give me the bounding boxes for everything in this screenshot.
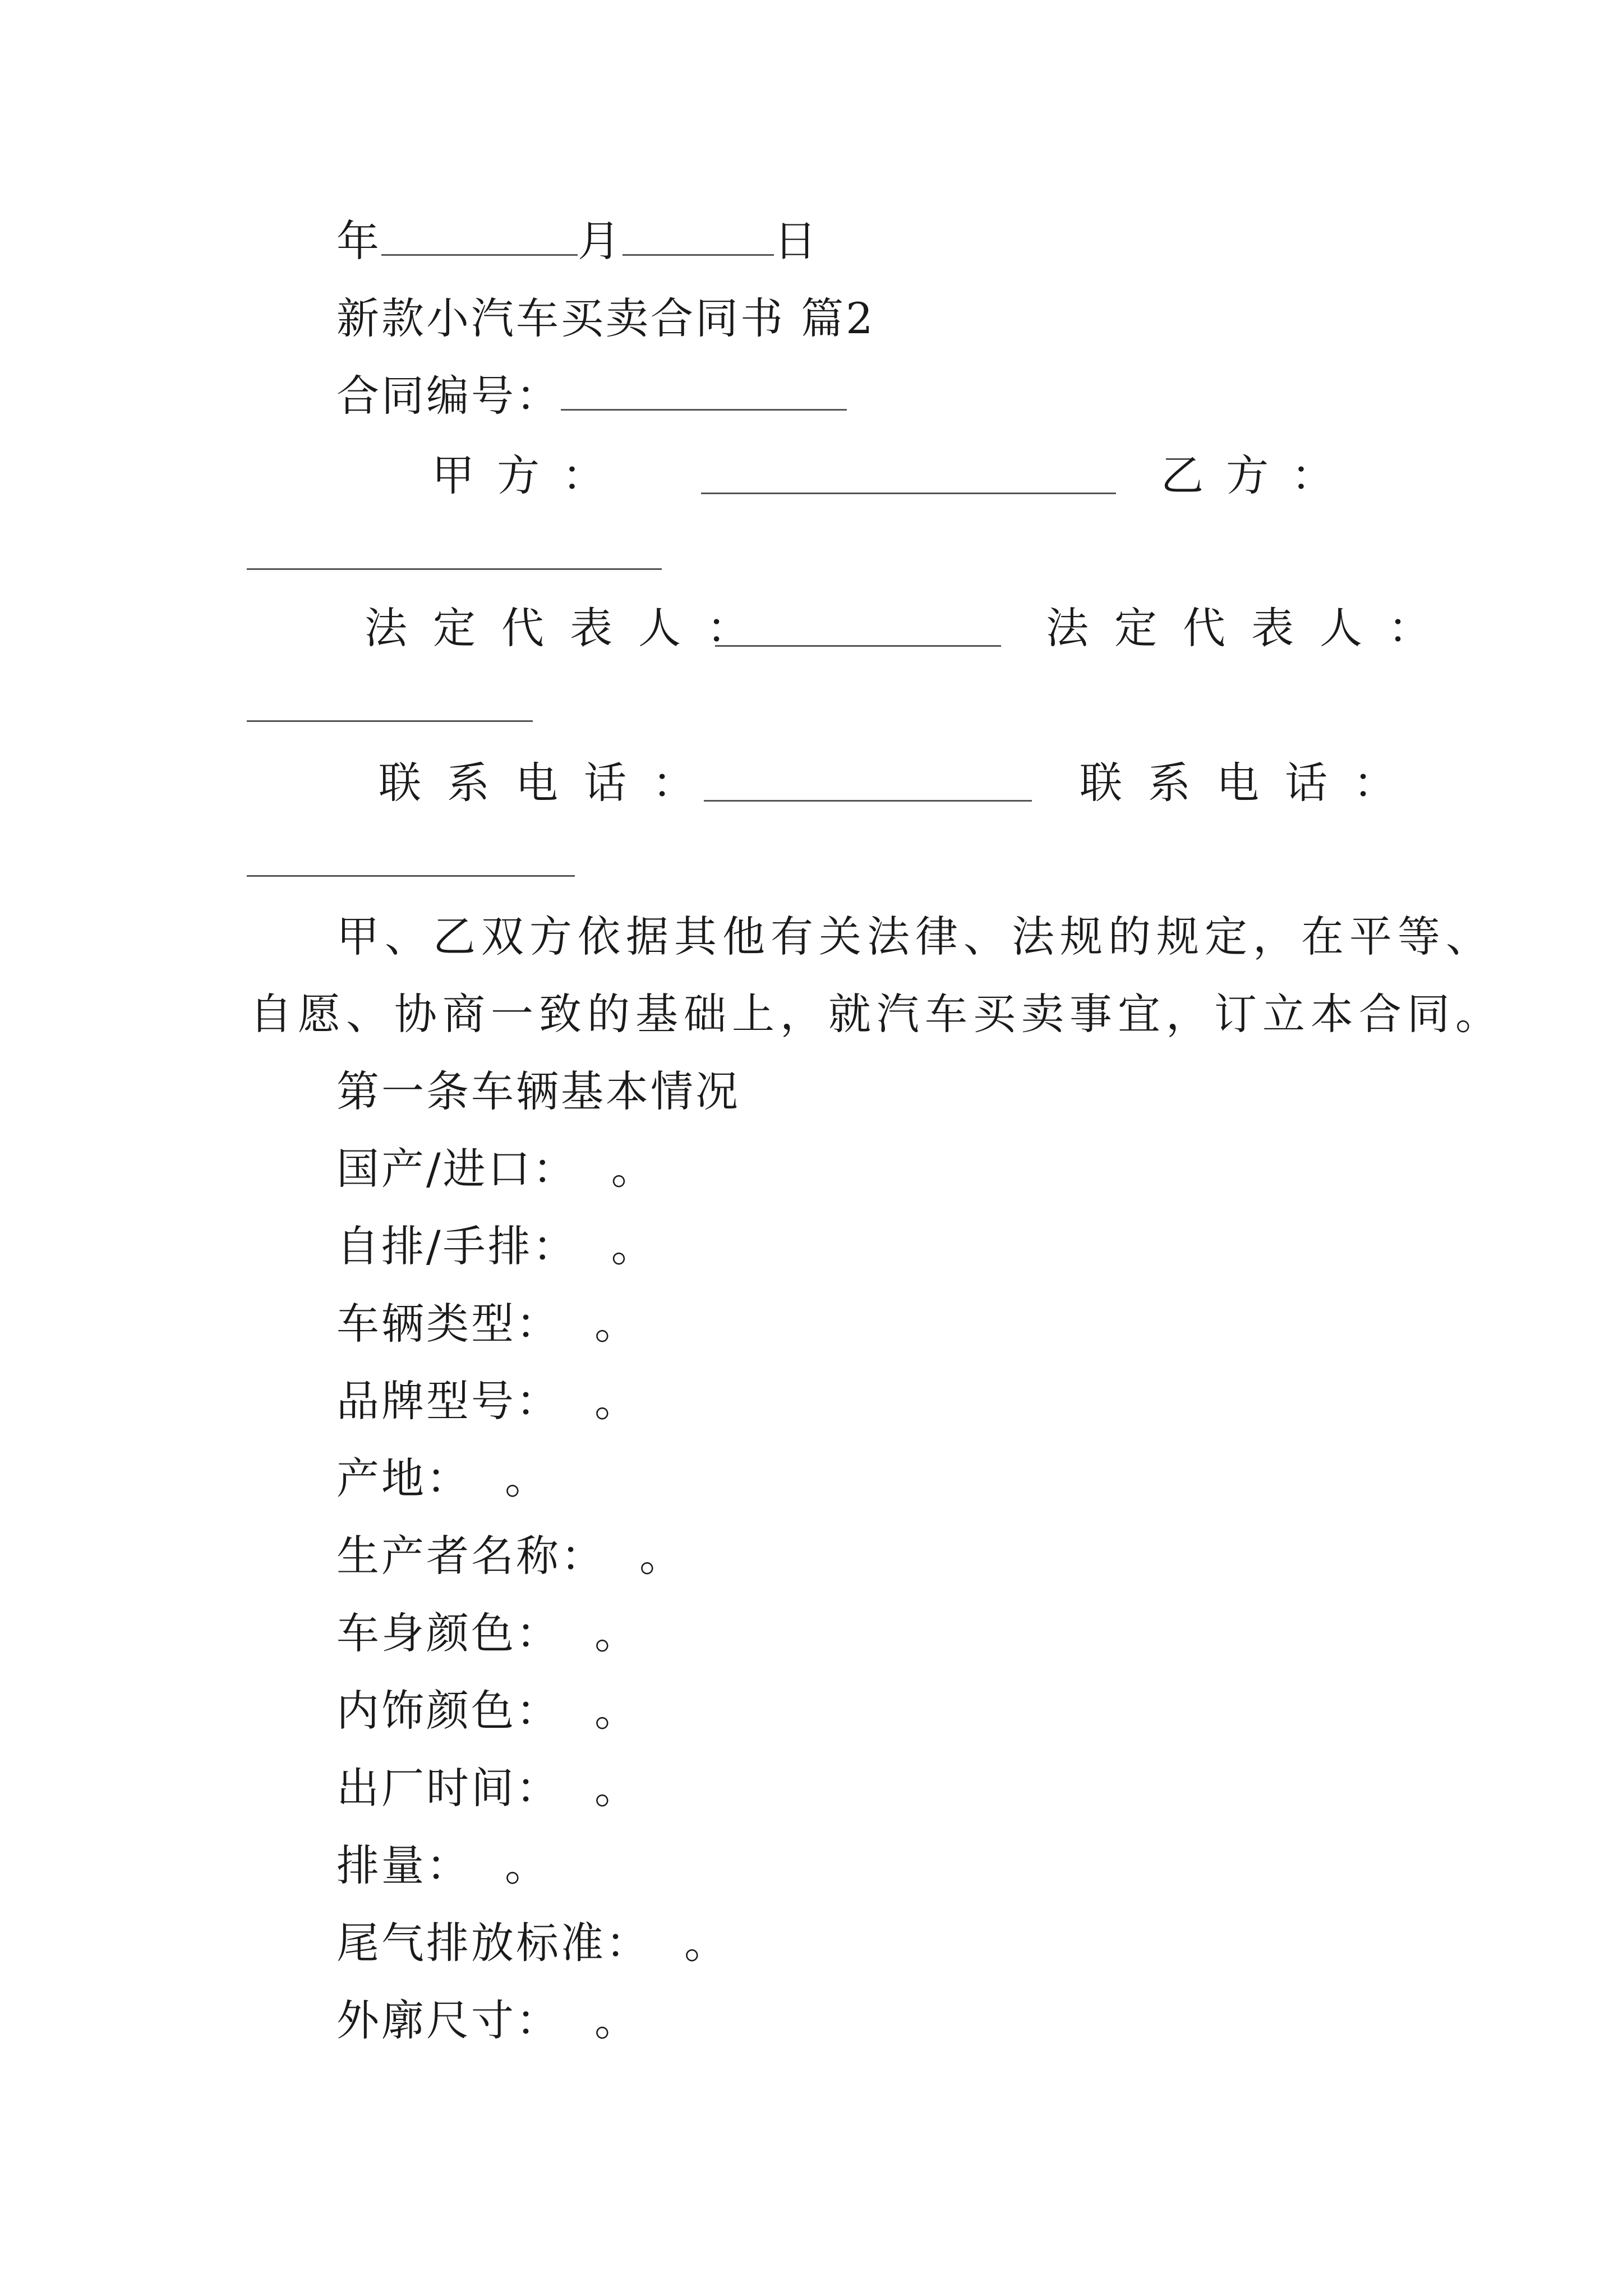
day-blank [623, 215, 774, 256]
phone-b-blank [247, 875, 575, 877]
field-place-of-origin: 产地： 。 [336, 1453, 550, 1503]
contract-number-label: 合同编号： [336, 371, 561, 421]
field-vehicle-type: 车辆类型： 。 [336, 1299, 639, 1349]
party-b-label: 乙 方 ： [1161, 450, 1339, 500]
month-blank [381, 215, 578, 256]
day-label: 日 [774, 216, 819, 266]
contract-number-line [336, 368, 847, 424]
legal-rep-a-label: 法定代表人： [365, 603, 775, 653]
field-origin: 国产/进口： 。 [336, 1144, 656, 1194]
field-transmission: 自排/手排： 。 [336, 1221, 656, 1271]
document-title: 新款小汽车买卖合同书 篇2 [336, 293, 875, 343]
year-label: 年 [336, 216, 381, 266]
intro-line-2: 自愿、协商一致的基础上，就汽车买卖事宜，订立本合同。 [250, 989, 1504, 1039]
article-1-title: 第一条车辆基本情况 [336, 1066, 740, 1116]
legal-rep-b-blank [247, 720, 533, 722]
field-displacement: 排量： 。 [336, 1841, 550, 1890]
field-interior-color: 内饰颜色： 。 [336, 1686, 639, 1736]
month-label: 月 [578, 216, 623, 266]
intro-line-1: 甲、乙双方依据其他有关法律、法规的规定，在平等、 [336, 912, 1494, 961]
party-a-blank [701, 493, 1116, 494]
field-dimensions: 外廓尺寸： 。 [336, 1995, 639, 2045]
legal-rep-a-blank [715, 645, 1001, 647]
field-manufacture-date: 出厂时间： 。 [336, 1763, 639, 1813]
contract-number-blank [561, 370, 847, 411]
phone-a-label: 联系电话： [379, 758, 721, 808]
legal-rep-b-label: 法定代表人： [1046, 603, 1456, 653]
date-line [336, 213, 819, 269]
party-a-label: 甲 方 ： [432, 450, 610, 500]
phone-b-label: 联系电话： [1080, 758, 1422, 808]
field-body-color: 车身颜色： 。 [336, 1608, 639, 1658]
field-brand-model: 品牌型号： 。 [336, 1376, 639, 1426]
phone-a-blank [704, 800, 1032, 802]
field-manufacturer: 生产者名称： 。 [336, 1531, 684, 1581]
field-emission-standard: 尾气排放标准： 。 [336, 1918, 729, 1968]
party-b-blank [247, 568, 662, 570]
